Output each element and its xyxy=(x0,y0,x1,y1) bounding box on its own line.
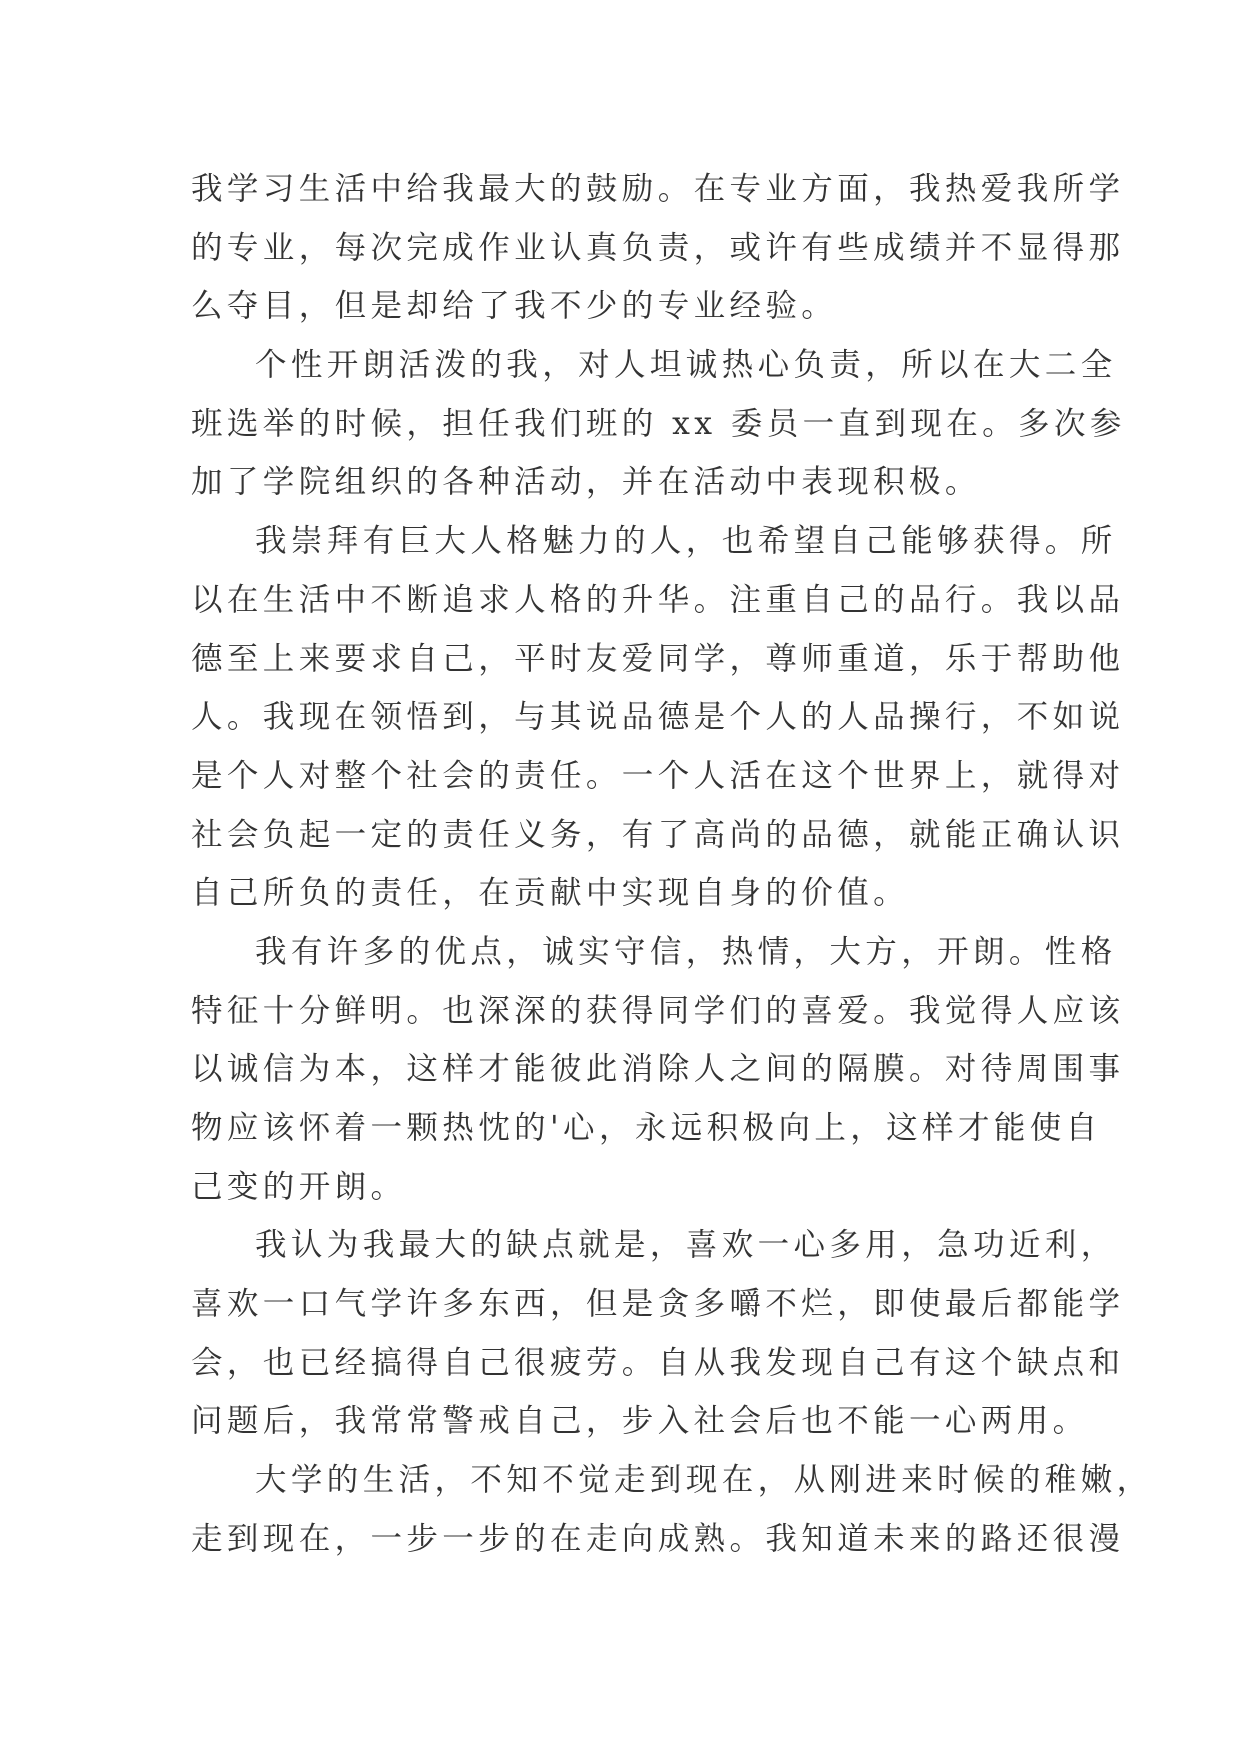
text-line: 问题后，我常常警戒自己，步入社会后也不能一心两用。 xyxy=(191,1403,1089,1440)
text-line: 以诚信为本，这样才能彼此消除人之间的隔膜。对待周围事 xyxy=(191,1051,1125,1088)
text-line: 是个人对整个社会的责任。一个人活在这个世界上，就得对 xyxy=(191,757,1125,794)
paragraph-5 xyxy=(191,1216,1125,1451)
text-line: 么夺目，但是却给了我不少的专业经验。 xyxy=(191,288,838,325)
text-line: 我崇拜有巨大人格魅力的人，也希望自己能够获得。所 xyxy=(255,523,1117,560)
document-body xyxy=(191,160,1153,1569)
text-line: 喜欢一口气学许多东西，但是贪多嚼不烂，即使最后都能学 xyxy=(191,1286,1125,1323)
text-line: 己变的开朗。 xyxy=(191,1168,407,1205)
text-line: 以在生活中不断追求人格的升华。注重自己的品行。我以品 xyxy=(191,581,1125,618)
text-line: 加了学院组织的各种活动，并在活动中表现积极。 xyxy=(191,464,981,501)
text-line: 会，也已经搞得自己很疲劳。自从我发现自己有这个缺点和 xyxy=(191,1344,1125,1381)
text-line: 我学习生活中给我最大的鼓励。在专业方面，我热爱我所学 xyxy=(191,171,1125,207)
text-line: 大学的生活，不知不觉走到现在，从刚进来时候的稚嫩， xyxy=(255,1462,1153,1499)
text-line: 自己所负的责任，在贡献中实现自身的价值。 xyxy=(191,875,910,912)
text-line: 我有许多的优点，诚实守信，热情，大方，开朗。性格 xyxy=(255,933,1117,970)
text-line: 特征十分鲜明。也深深的获得同学们的喜爱。我觉得人应该 xyxy=(191,992,1125,1029)
text-line: 个性开朗活泼的我，对人坦诚热心负责，所以在大二全 xyxy=(255,347,1117,384)
paragraph-2 xyxy=(191,336,1126,512)
text-line: 德至上来要求自己，平时友爱同学，尊师重道，乐于帮助他 xyxy=(191,640,1125,677)
text-line: 物应该怀着一颗热忱的'心，永远积极向上，这样才能使自 xyxy=(191,1110,1102,1146)
text-line: 我认为我最大的缺点就是，喜欢一心多用，急功近利， xyxy=(255,1227,1117,1264)
text-line: 的专业，每次完成作业认真负责，或许有些成绩并不显得那 xyxy=(191,229,1125,266)
paragraph-1 xyxy=(191,160,1125,336)
text-line: 走到现在，一步一步的在走向成熟。我知道未来的路还很漫 xyxy=(191,1520,1125,1557)
text-line: 班选举的时候，担任我们班的 xx 委员一直到现在。多次参 xyxy=(191,405,1126,442)
paragraph-3 xyxy=(191,512,1125,923)
paragraph-4 xyxy=(191,923,1125,1216)
paragraph-6 xyxy=(191,1451,1153,1568)
text-line: 人。我现在领悟到，与其说品德是个人的人品操行，不如说 xyxy=(191,699,1125,736)
text-line: 社会负起一定的责任义务，有了高尚的品德，就能正确认识 xyxy=(191,816,1125,853)
